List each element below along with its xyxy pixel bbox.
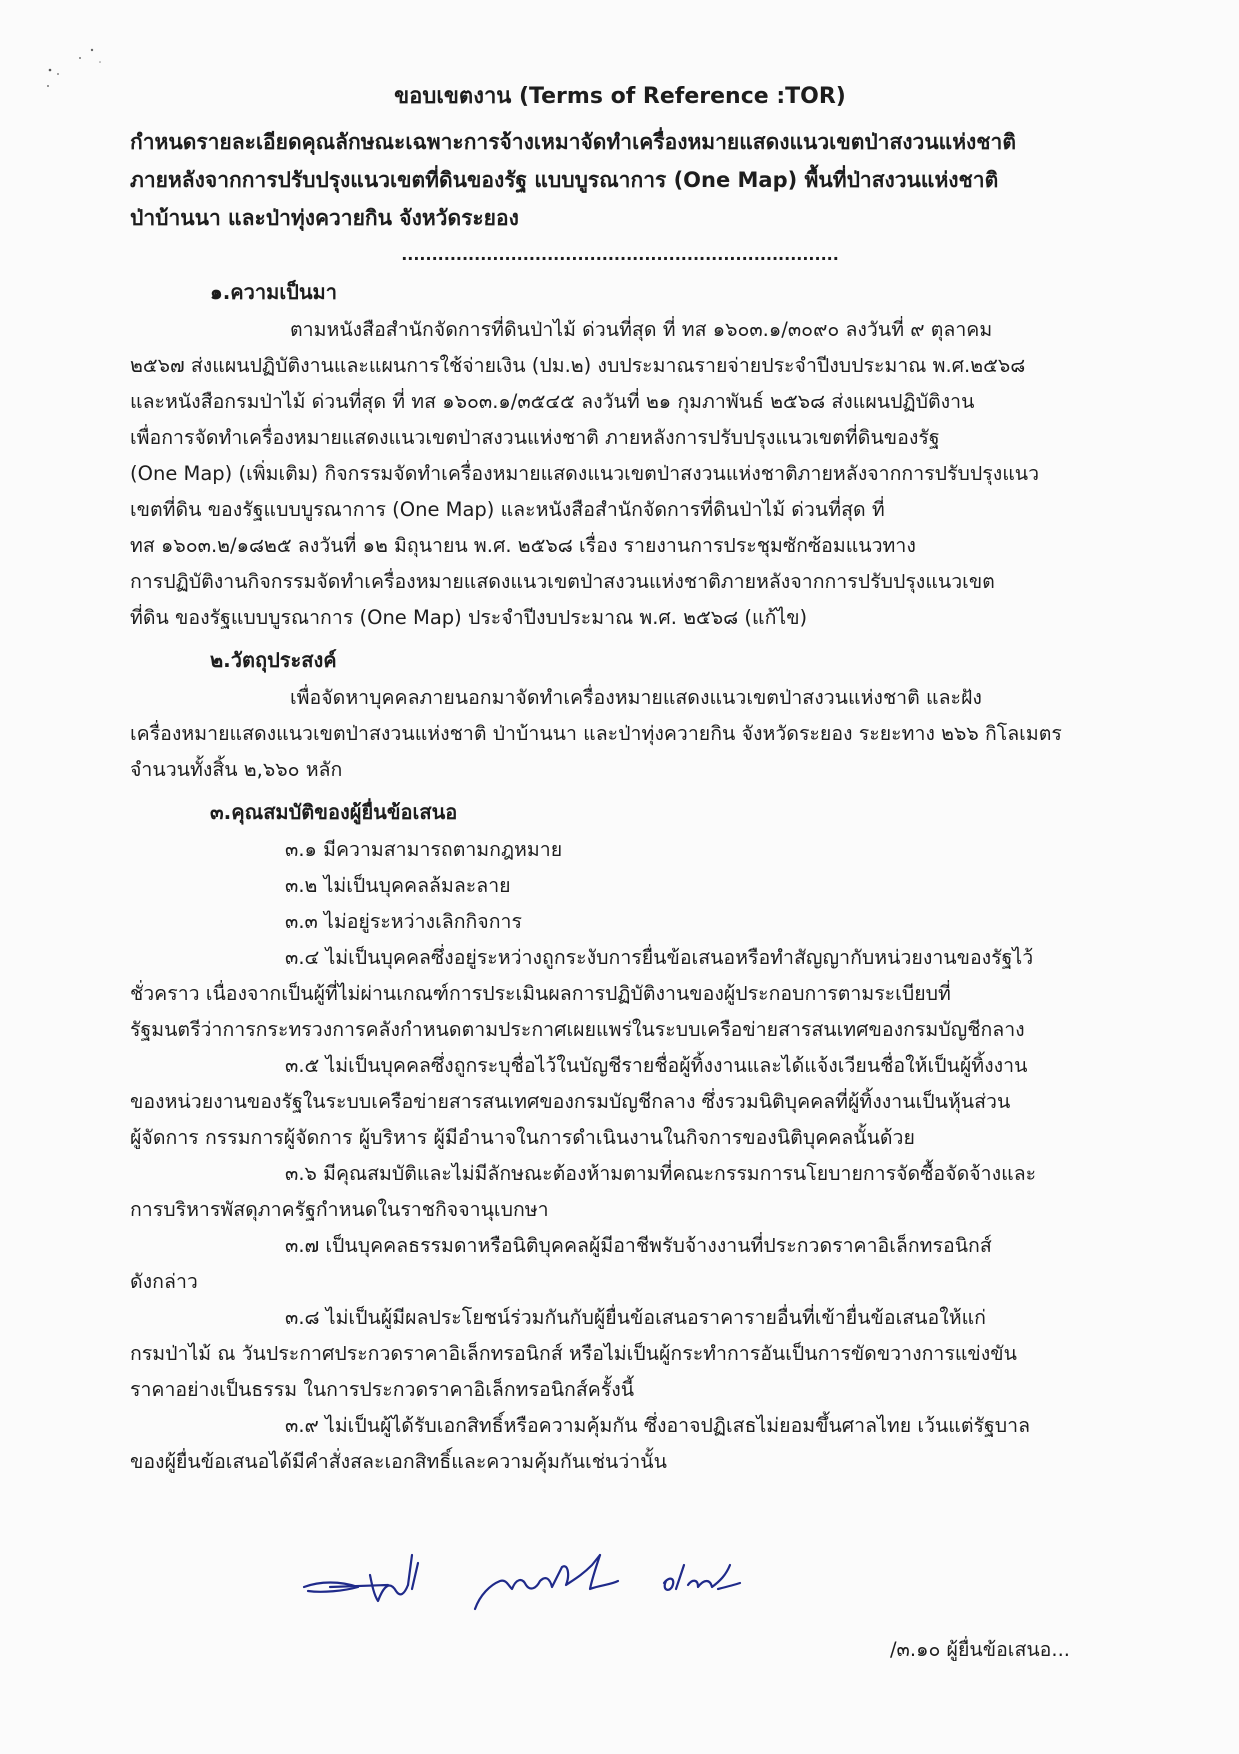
qualification-item-continuation: กรมป่าไม้ ณ วันประกาศประกวดราคาอิเล็กทรอนิกส์ หรือไม่เป็นผู้กระทำการอันเป็นการขัดขวางการแข่งขัน [130, 1342, 1017, 1365]
text-line: จำนวนทั้งสิ้น ๒,๖๖๐ หลัก [130, 758, 343, 781]
separator-dots: ........................................................................ [401, 245, 839, 264]
text-line: (One Map) (เพิ่มเติม) กิจกรรมจัดทำเครื่องหมายแสดงแนวเขตป่าสงวนแห่งชาติภายหลังจากการปรับปรุงแนว [130, 462, 1040, 485]
section-heading-background: ๑.ความเป็นมา [210, 280, 337, 304]
qualification-item: ๓.๖ มีคุณสมบัติและไม่มีลักษณะต้องห้ามตามที่คณะกรรมการนโยบายการจัดซื้อจัดจ้างและ [285, 1162, 1037, 1185]
qualification-item-continuation: ดังกล่าว [130, 1270, 198, 1293]
text-line: เขตที่ดิน ของรัฐแบบบูรณาการ (One Map) และหนังสือสำนักจัดการที่ดินป่าไม้ ด่วนที่สุด ที่ [130, 498, 885, 521]
subtitle-line: ป่าบ้านนา และป่าทุ่งควายกิน จังหวัดระยอง [130, 206, 519, 230]
qualification-item: ๓.๙ ไม่เป็นผู้ได้รับเอกสิทธิ์หรือความคุ้มกัน ซึ่งอาจปฏิเสธไม่ยอมขึ้นศาลไทย เว้นแต่รัฐบาล [285, 1414, 1031, 1437]
text-line: ตามหนังสือสำนักจัดการที่ดินป่าไม้ ด่วนที่สุด ที่ ทส ๑๖๐๓.๑/๓๐๙๐ ลงวันที่ ๙ ตุลาคม [290, 318, 993, 341]
document-title: ขอบเขตงาน (Terms of Reference :TOR) [394, 84, 846, 109]
qualification-item-continuation: ชั่วคราว เนื่องจากเป็นผู้ที่ไม่ผ่านเกณฑ์การประเมินผลการปฏิบัติงานของผู้ประกอบการตามระเบียบที่ [130, 982, 951, 1005]
qualification-item-continuation: การบริหารพัสดุภาครัฐกำหนดในราชกิจจานุเบกษา [130, 1198, 549, 1221]
qualification-item: ๓.๘ ไม่เป็นผู้มีผลประโยชน์ร่วมกันกับผู้ยื่นข้อเสนอราคารายอื่นที่เข้ายื่นข้อเสนอให้แก่ [285, 1306, 986, 1329]
text-line: ทส ๑๖๐๓.๒/๑๘๒๕ ลงวันที่ ๑๒ มิถุนายน พ.ศ. ๒๕๖๘ เรื่อง รายงานการประชุมซักซ้อมแนวทาง [130, 534, 916, 557]
text-line: ๒๕๖๗ ส่งแผนปฏิบัติงานและแผนการใช้จ่ายเงิน (ปม.๒) งบประมาณรายจ่ายประจำปีงบประมาณ พ.ศ.๒๕๖๘ [130, 354, 1026, 377]
qualification-item-continuation: ของหน่วยงานของรัฐในระบบเครือข่ายสารสนเทศของกรมบัญชีกลาง ซึ่งรวมนิติบุคคลที่ผู้ทิ้งงานเป็นหุ้นส่วน [130, 1090, 1011, 1113]
qualification-item: ๓.๓ ไม่อยู่ระหว่างเลิกกิจการ [285, 910, 522, 933]
text-line: ที่ดิน ของรัฐแบบบูรณาการ (One Map) ประจำปีงบประมาณ พ.ศ. ๒๕๖๘ (แก้ไข) [130, 606, 808, 629]
section-background-text [130, 312, 1100, 636]
section-objective-text [130, 680, 1100, 788]
text-line: เครื่องหมายแสดงแนวเขตป่าสงวนแห่งชาติ ป่าบ้านนา และป่าทุ่งควายกิน จังหวัดระยอง ระยะทาง ๒๖๖ กิโลเมตร [130, 722, 1062, 745]
qualification-item-continuation: ของผู้ยื่นข้อเสนอได้มีคำสั่งสละเอกสิทธิ์และความคุ้มกันเช่นว่านั้น [130, 1450, 667, 1473]
text-line: และหนังสือกรมป่าไม้ ด่วนที่สุด ที่ ทส ๑๖๐๓.๑/๓๕๔๕ ลงวันที่ ๒๑ กุมภาพันธ์ ๒๕๖๘ ส่งแผนปฏิบัติงาน [130, 390, 975, 413]
subtitle-line: กำหนดรายละเอียดคุณลักษณะเฉพาะการจ้างเหมาจัดทำเครื่องหมายแสดงแนวเขตป่าสงวนแห่งชาติ [130, 130, 1016, 154]
section-heading-qualifications: ๓.คุณสมบัติของผู้ยื่นข้อเสนอ [210, 800, 458, 824]
subtitle-line: ภายหลังจากการปรับปรุงแนวเขตที่ดินของรัฐ แบบบูรณาการ (One Map) พื้นที่ป่าสงวนแห่งชาติ [130, 168, 999, 192]
text-line: การปฏิบัติงานกิจกรรมจัดทำเครื่องหมายแสดงแนวเขตป่าสงวนแห่งชาติภายหลังจากการปรับปรุงแนวเขต [130, 570, 995, 593]
qualification-item-continuation: ผู้จัดการ กรรมการผู้จัดการ ผู้บริหาร ผู้มีอำนาจในการดำเนินงานในกิจการของนิติบุคคลนั้นด้วย [130, 1126, 915, 1149]
document-subtitle [130, 123, 1110, 237]
qualification-item-continuation: รัฐมนตรีว่าการกระทรวงการคลังกำหนดตามประกาศเผยแพร่ในระบบเครือข่ายสารสนเทศของกรมบัญชีกลาง [130, 1018, 1025, 1041]
text-line: เพื่อจัดหาบุคคลภายนอกมาจัดทำเครื่องหมายแสดงแนวเขตป่าสงวนแห่งชาติ และฝัง [290, 686, 982, 709]
continuation-note: /๓.๑๐ ผู้ยื่นข้อเสนอ... [889, 1638, 1070, 1661]
qualification-item: ๓.๗ เป็นบุคคลธรรมดาหรือนิติบุคคลผู้มีอาชีพรับจ้างงานที่ประกวดราคาอิเล็กทรอนิกส์ [285, 1234, 992, 1257]
qualification-item: ๓.๔ ไม่เป็นบุคคลซึ่งอยู่ระหว่างถูกระงับการยื่นข้อเสนอหรือทำสัญญากับหน่วยงานของรัฐไว้ [285, 946, 1034, 969]
signatures [300, 1545, 760, 1620]
text-line: เพื่อการจัดทำเครื่องหมายแสดงแนวเขตป่าสงวนแห่งชาติ ภายหลังการปรับปรุงแนวเขตที่ดินของรัฐ [130, 426, 940, 449]
qualification-item-continuation: ราคาอย่างเป็นธรรม ในการประกวดราคาอิเล็กทรอนิกส์ครั้งนี้ [130, 1378, 635, 1401]
section-heading-objective: ๒.วัตถุประสงค์ [210, 648, 337, 672]
qualification-item: ๓.๒ ไม่เป็นบุคคลล้มละลาย [285, 874, 511, 897]
qualification-item: ๓.๑ มีความสามารถตามกฎหมาย [285, 838, 563, 861]
scan-specks [40, 40, 120, 110]
qualification-list [130, 832, 1100, 1480]
document-header [130, 78, 1110, 265]
qualification-item: ๓.๕ ไม่เป็นบุคคลซึ่งถูกระบุชื่อไว้ในบัญชีรายชื่อผู้ทิ้งงานและได้แจ้งเวียนชื่อให้เป็นผู้ทิ้งงาน [285, 1054, 1028, 1077]
document-body [130, 268, 1100, 1480]
